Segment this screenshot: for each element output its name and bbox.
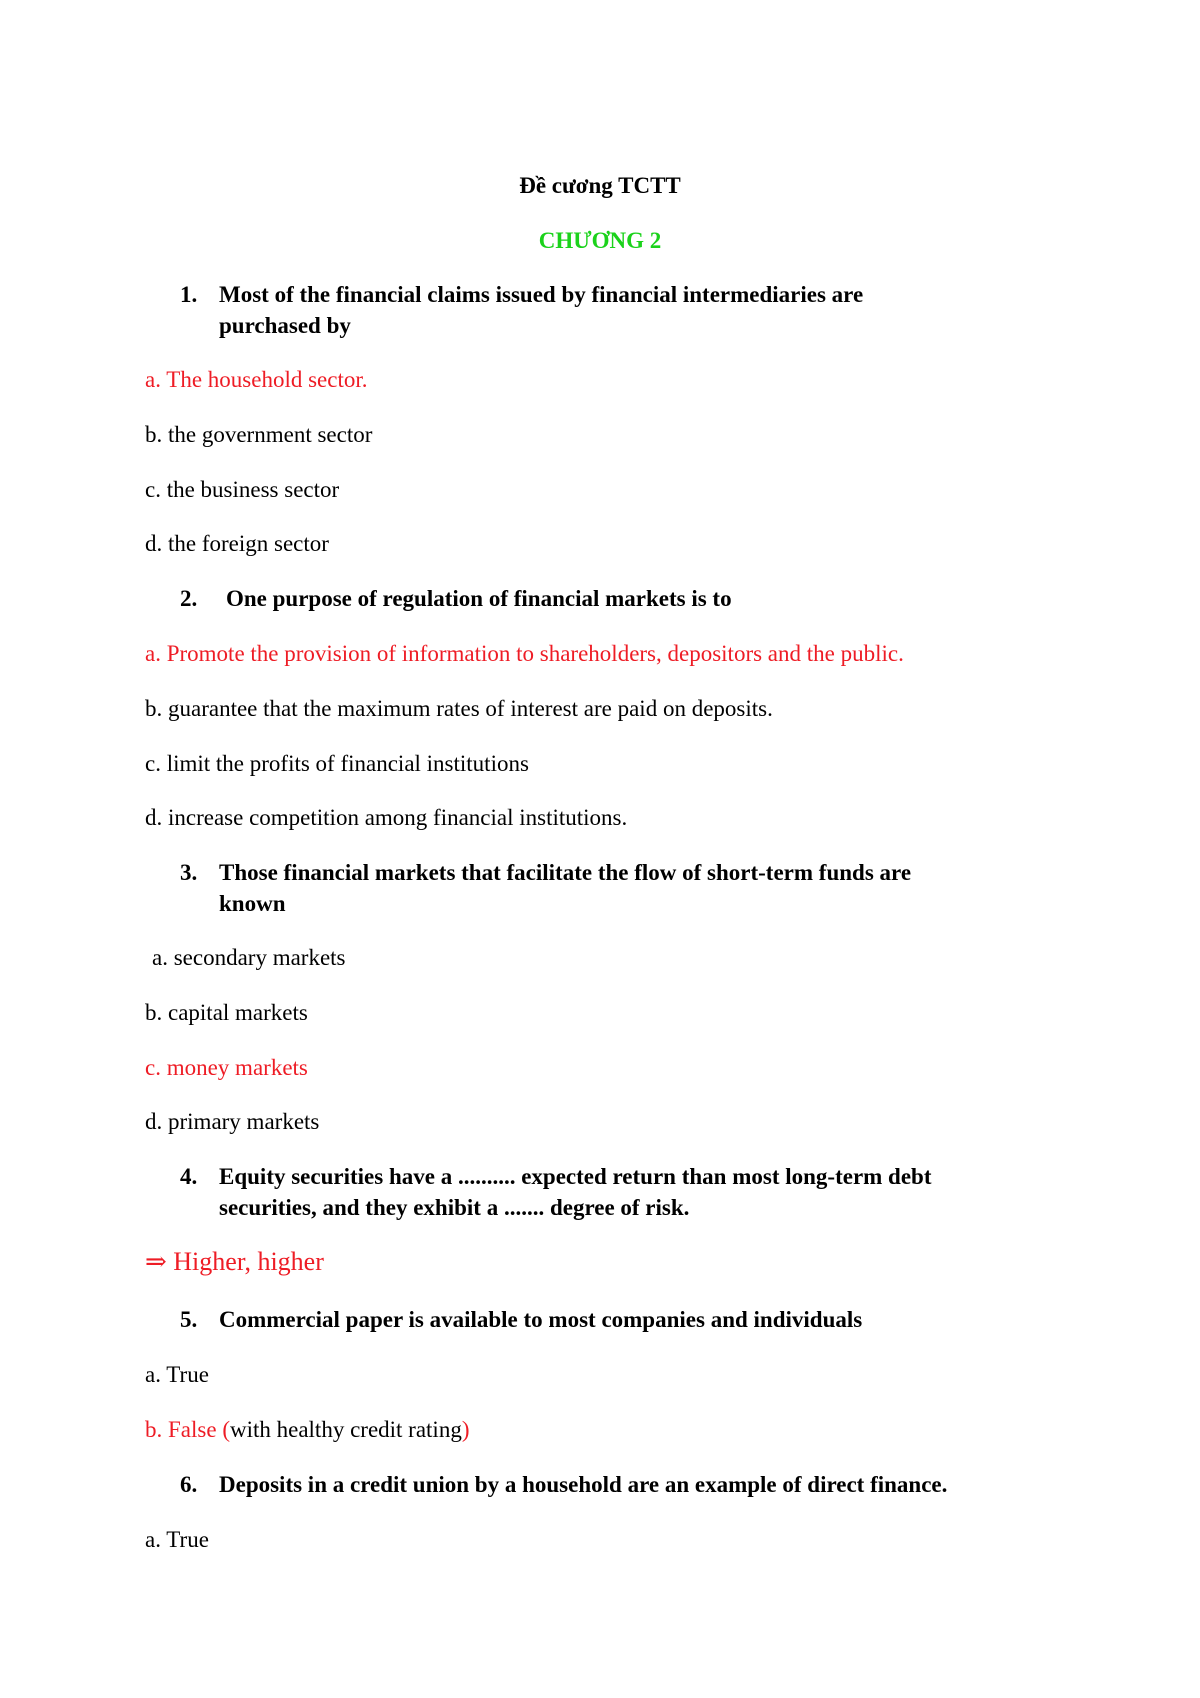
question-text-line: Most of the financial claims issued by financial intermediaries are [219, 282, 864, 307]
answer-option-label: b. False [145, 1417, 217, 1442]
question-number: 5. [180, 1307, 198, 1332]
answer-note: with healthy credit rating [229, 1417, 462, 1442]
question-number: 1. [180, 282, 198, 307]
answer-option: c. the business sector [145, 477, 340, 502]
question-text-line: One purpose of regulation of financial markets is to [226, 586, 732, 611]
answer-option: d. the foreign sector [145, 531, 329, 556]
answer-option: d. primary markets [145, 1109, 320, 1134]
answer-option: a. secondary markets [152, 945, 346, 970]
question-text-line: Commercial paper is available to most companies and individuals [219, 1307, 863, 1332]
note-open-paren: ( [216, 1417, 230, 1442]
answer-option-correct: a. The household sector. [145, 367, 368, 392]
question-text-line: Deposits in a credit union by a household are an example of direct finance. [219, 1472, 948, 1497]
note-close-paren: ) [461, 1417, 470, 1442]
answer-option-correct: c. money markets [145, 1055, 308, 1080]
answer-option: d. increase competition among financial institutions. [145, 805, 628, 830]
answer-option: c. limit the profits of financial institutions [145, 751, 529, 776]
answer-option-correct: a. Promote the provision of information to shareholders, depositors and the public. [145, 641, 904, 666]
answer-option-correct [145, 1415, 470, 1445]
question-text-line: known [219, 891, 286, 916]
chapter-heading: CHƯƠNG 2 [538, 228, 662, 253]
question-number: 3. [180, 860, 198, 885]
question-text-line: Equity securities have a .......... expected return than most long-term debt [219, 1164, 932, 1189]
question-text-line: securities, and they exhibit a ....... degree of risk. [219, 1195, 690, 1220]
answer-option: a. True [145, 1527, 209, 1552]
answer-option: b. guarantee that the maximum rates of interest are paid on deposits. [145, 696, 773, 721]
question-number: 2. [180, 586, 198, 611]
answer-option: b. capital markets [145, 1000, 308, 1025]
answer-option: b. the government sector [145, 422, 373, 447]
document-title: Đề cương TCTT [519, 173, 681, 198]
fill-in-answer: ⇒ Higher, higher [145, 1247, 324, 1276]
question-text-line: purchased by [219, 313, 351, 338]
question-text-line: Those financial markets that facilitate the flow of short-term funds are [219, 860, 912, 885]
question-number: 4. [180, 1164, 198, 1189]
question-number: 6. [180, 1472, 198, 1497]
answer-option: a. True [145, 1362, 209, 1387]
